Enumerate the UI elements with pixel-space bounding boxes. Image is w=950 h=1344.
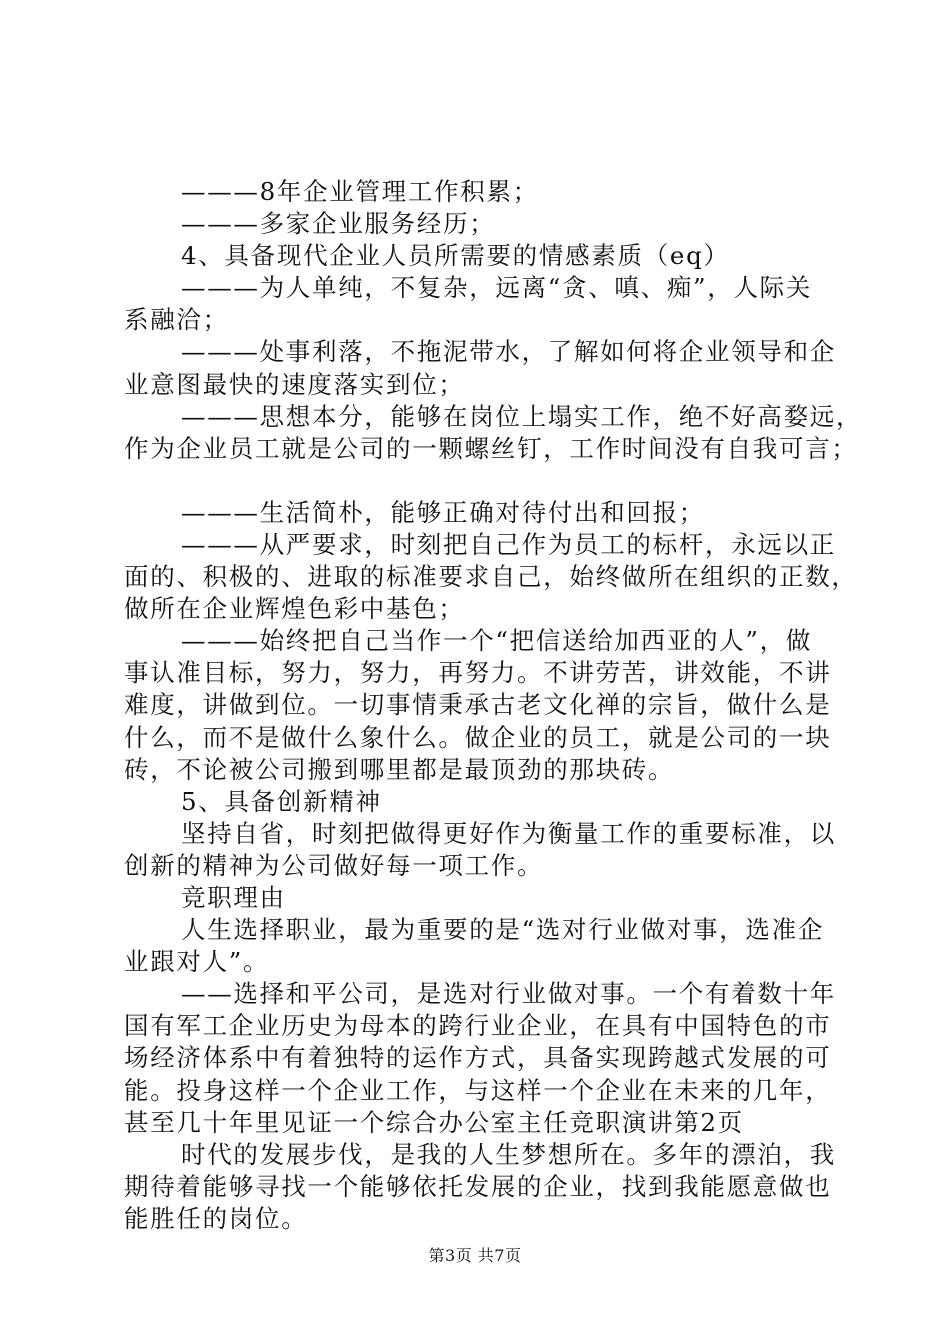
text-line: 场经济体系中有着独特的运作方式，具备实现跨越式发展的可 — [124, 1043, 832, 1073]
text-line: ———思想本分，能够在岗位上塌实工作，绝不好高婺远， — [181, 401, 863, 431]
text-line: 期待着能够寻找一个能够依托发展的企业，找到我能愿意做也 — [124, 1171, 832, 1201]
text-line: 难度，讲做到位。一切事情秉承古老文化禅的宗旨，做什么是 — [124, 690, 832, 720]
text-line: 4、具备现代企业人员所需要的情感素质（eq） — [181, 241, 730, 271]
text-line: ———从严要求，时刻把自己作为员工的标杆，永远以正 — [181, 529, 836, 559]
text-line: 什么，而不是做什么象什么。做企业的员工，就是公司的一块 — [124, 722, 832, 752]
text-line: ———生活简朴，能够正确对待付出和回报； — [181, 497, 705, 527]
text-line: ———始终把自己当作一个“把信送给加西亚的人”，做 — [181, 626, 813, 656]
body-text — [124, 176, 863, 1235]
text-line: ———处事利落，不拖泥带水，了解如何将企业领导和企 — [181, 337, 836, 367]
text-line: 系融洽； — [124, 305, 229, 335]
text-line: 时代的发展步伐，是我的人生梦想所在。多年的漂泊，我 — [181, 1139, 836, 1169]
text-line: 业意图最快的速度落实到位； — [124, 369, 465, 399]
text-line: 能胜任的岗位。 — [124, 1203, 308, 1233]
text-line: 竞职理由 — [181, 882, 286, 912]
page-footer: 第3页 共7页 — [428, 1246, 522, 1265]
text-line: ———多家企业服务经历； — [181, 209, 496, 239]
text-line: ——选择和平公司，是选对行业做对事。一个有着数十年 — [181, 979, 836, 1009]
text-line: ———为人单纯，不复杂，远离“贪、嗔、痴”，人际关 — [181, 273, 813, 303]
text-line: 坚持自省，时刻把做得更好作为衡量工作的重要标准，以 — [181, 818, 836, 848]
text-line: 业跟对人”。 — [124, 947, 270, 977]
text-line: 事认准目标，努力，努力，再努力。不讲劳苦，讲效能，不讲 — [124, 658, 832, 688]
text-line: 甚至几十年里见证一个综合办公室主任竞职演讲第2页 — [124, 1107, 744, 1137]
text-line: 能。投身这样一个企业工作，与这样一个企业在未来的几年， — [124, 1075, 832, 1105]
paragraph-gap — [124, 465, 834, 497]
text-line: 人生选择职业，最为重要的是“选对行业做对事，选准企 — [181, 915, 825, 945]
text-line: ———8年企业管理工作积累； — [181, 177, 539, 206]
text-line: 面的、积极的、进取的标准要求自己，始终做所在组织的正数， — [124, 562, 858, 592]
text-line: 做所在企业辉煌色彩中基色； — [124, 594, 465, 624]
text-line: 砖，不论被公司搬到哪里都是最顶劲的那块砖。 — [124, 754, 675, 784]
text-line: 5、具备创新精神 — [181, 786, 382, 816]
text-line: 国有军工企业历史为母本的跨行业企业，在具有中国特色的市 — [124, 1011, 832, 1041]
text-line: 创新的精神为公司做好每一项工作。 — [124, 850, 544, 880]
text-line: 作为企业员工就是公司的一颗螺丝钉，工作时间没有自我可言； — [124, 433, 858, 463]
